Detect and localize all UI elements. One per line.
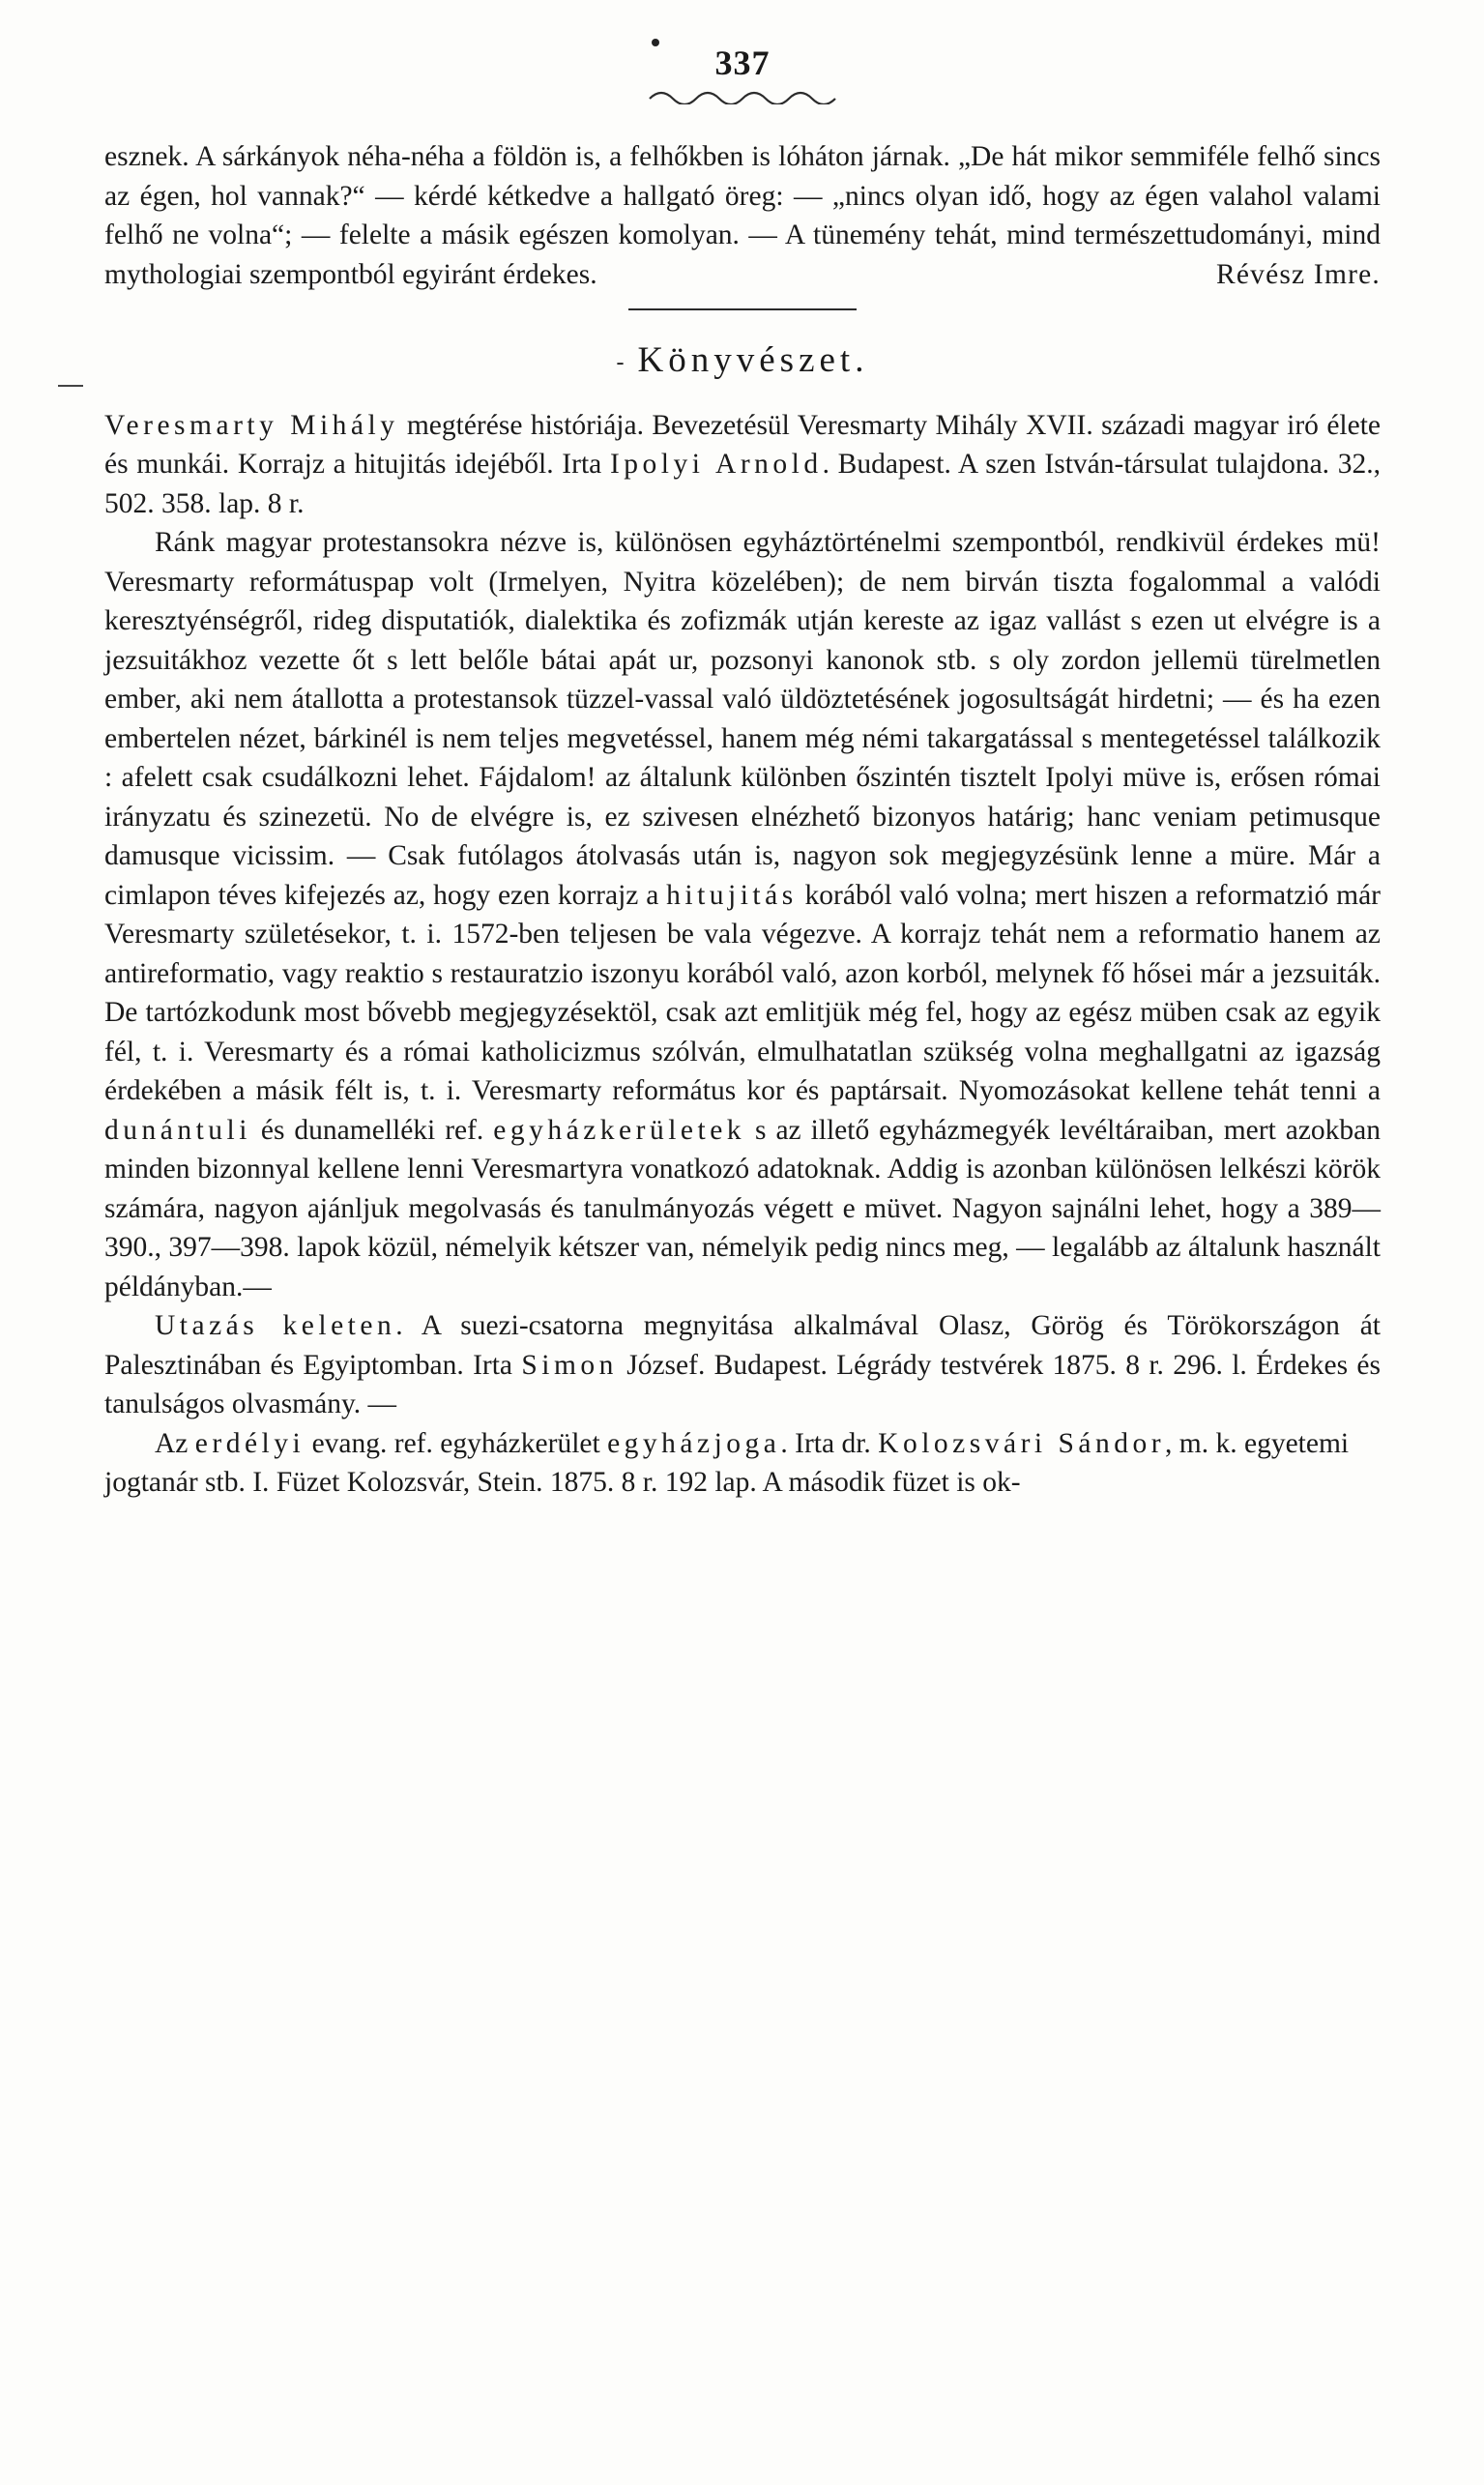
ink-dot-mark bbox=[652, 39, 659, 46]
erdelyi-author: Kolozsvári Sándor bbox=[878, 1427, 1166, 1459]
review-utazas bbox=[104, 1306, 1381, 1424]
top-article-paragraph: esznek. A sárkányok néha-néha a földön is, a felhőkben is lóháton járnak. „De hát mikor semmiféle felhő sincs az égen, hol vannak?“ — kérdé kétkedve a hallgató öreg: — „nincs olyan idő, hogy az égen valahol valami felhő ne volna“; — felelte a másik egészen komolyan. — A tünemény tehát, mind természettudományi, mind mythologiai szempontból egyiránt érdekes. bbox=[104, 141, 1381, 290]
veresmarty-body-part1: Ránk magyar protestansokra nézve is, különösen egyháztörténelmi szempontból, rendkivül érdekes mü! Veresmarty reformátuspap volt (Irmelyen, Nyitra közelében); de nem birván tiszta fogalommal a valódi keresztyénségről, rideg disputatiók, dialektika és zofizmák utján kereste az igaz vallást s ezen ut elvégre is a jezsuitákhoz vezette őt s lett belőle bátai apát ur, pozsonyi kanonok stb. s oly zordon jellemü türelmetlen ember, aki nem átallotta a protestansok tüzzel-vassal való üldöztetésének jogosultságát hirdetni; — és ha ezen embertelen nézet, bárkinél is nem teljes megvetéssel, hanem még némi takargatással s mentegetéssel találkozik : afelett csak csudálkozni lehet. Fájdalom! az általunk különben őszintén tisztelt Ipolyi müve is, erősen római irányzatu és szinezetü. No de elvégre is, ez szivesen elnézhető bizonyos határig; hanc veniam petimusque damusque vicissim. — Csak futólagos átolvasás után is, nagyon sok megjegyzésünk lenne a müre. Már a cimlapon téves kifejezés az, hogy ezen korrajz a bbox=[104, 527, 1381, 911]
wavy-rule-ornament bbox=[648, 89, 837, 104]
utazas-author: Simon bbox=[521, 1349, 618, 1381]
veresmarty-author: Ipolyi Arnold bbox=[609, 449, 823, 480]
veresmarty-citation bbox=[104, 406, 1381, 524]
veresmarty-body-part4: s az illető egyházmegyék levéltáraiban, mert azokban minden bizonnyal kellene lenni Veresmartyra vonatkozó adatoknak. Addig is azonban különösen lelkészi körök számára, nagyon ajánljuk megolvasás és tanulmányozás végett e müvet. Nagyon sajnálni lehet, hogy a 389—390., 397—398. lapok közül, némelyik kétszer van, némelyik pedig nincs meg, — legalább az általunk használt példányban.— bbox=[104, 1114, 1382, 1302]
section-title: Könyvészet. bbox=[637, 339, 869, 380]
erdelyi-title: erdélyi bbox=[194, 1427, 306, 1459]
veresmarty-emph-dunantuli: dunántuli bbox=[104, 1114, 251, 1146]
top-article bbox=[104, 137, 1381, 310]
heading-lead-dot: - bbox=[616, 349, 625, 375]
section-divider bbox=[628, 308, 857, 310]
veresmarty-emph-egyhazkeruletek: egyházkerületek bbox=[493, 1114, 746, 1146]
erdelyi-citation2: . Irta dr. bbox=[780, 1427, 879, 1459]
erdelyi-lead: Az bbox=[155, 1427, 195, 1459]
page-content bbox=[104, 0, 1381, 1503]
utazas-title: Utazás keleten bbox=[155, 1310, 396, 1341]
veresmarty-citation-end: . Budapest. A szen István-társulat tulajdona. 32., 502. 358. lap. 8 r. bbox=[104, 449, 1381, 519]
erdelyi-citation: evang. ref. egyházkerület bbox=[305, 1427, 608, 1459]
article-signature: Révész Imre. bbox=[1215, 259, 1381, 290]
veresmarty-citation-text: megtérése históriája. Bevezetésül Veresmarty Mihály XVII. századi magyar iró élete és munkái. Korrajz a hitujitás idejéből. Irta bbox=[104, 409, 1381, 480]
erdelyi-subject: egyházjoga bbox=[607, 1427, 781, 1459]
review-erdelyi bbox=[104, 1424, 1381, 1503]
page-header bbox=[104, 0, 1381, 104]
veresmarty-title: Veresmarty Mihály bbox=[104, 409, 399, 441]
veresmarty-body-part2: korából való volna; mert hiszen a reformatzió már Veresmarty születésekor, t. i. 1572-ben teljesen be vala végezve. A korrajz tehát nem a reformatio hanem az antireformatio, vagy reaktio s restauratzio iszonyu korából való, azon korból, melynek fő hősei már a jezsuiták. De tartózkodunk most bővebb megjegyzésektöl, csak azt emlitjük még fel, hogy az egész müben csak az egyik fél, t. i. Veresmarty és a római katholicizmus szólván, elmulhatatlan szükség volna meghallgatni az igazság érdekében a másik félt is, t. i. Veresmarty református kor és paptársait. Nyomozásokat kellene tehát tenni a bbox=[104, 879, 1381, 1106]
veresmarty-body bbox=[104, 523, 1381, 1306]
utazas-citation-end: József. Budapest. Légrády testvérek 1875. 8 r. 296. l. Érdekes és tanulságos olvasmány. — bbox=[104, 1349, 1381, 1419]
veresmarty-emph-hitujitas: hitujitás bbox=[666, 879, 798, 911]
margin-tick-mark bbox=[58, 385, 83, 387]
utazas-citation: . A suezi-csatorna megnyitása alkalmával Olasz, Görög és Törökországon át Palesztinában és Egyiptomban. Irta bbox=[104, 1310, 1381, 1381]
page-number: 337 bbox=[714, 44, 771, 82]
review-veresmarty bbox=[104, 406, 1381, 1503]
section-heading bbox=[104, 339, 1381, 381]
erdelyi-citation-end: , m. k. egyetemi jogtanár stb. I. Füzet Kolozsvár, Stein. 1875. 8 r. 192 lap. A második füzet is ok- bbox=[104, 1427, 1350, 1498]
veresmarty-body-part3: és dunamelléki ref. bbox=[250, 1114, 494, 1146]
